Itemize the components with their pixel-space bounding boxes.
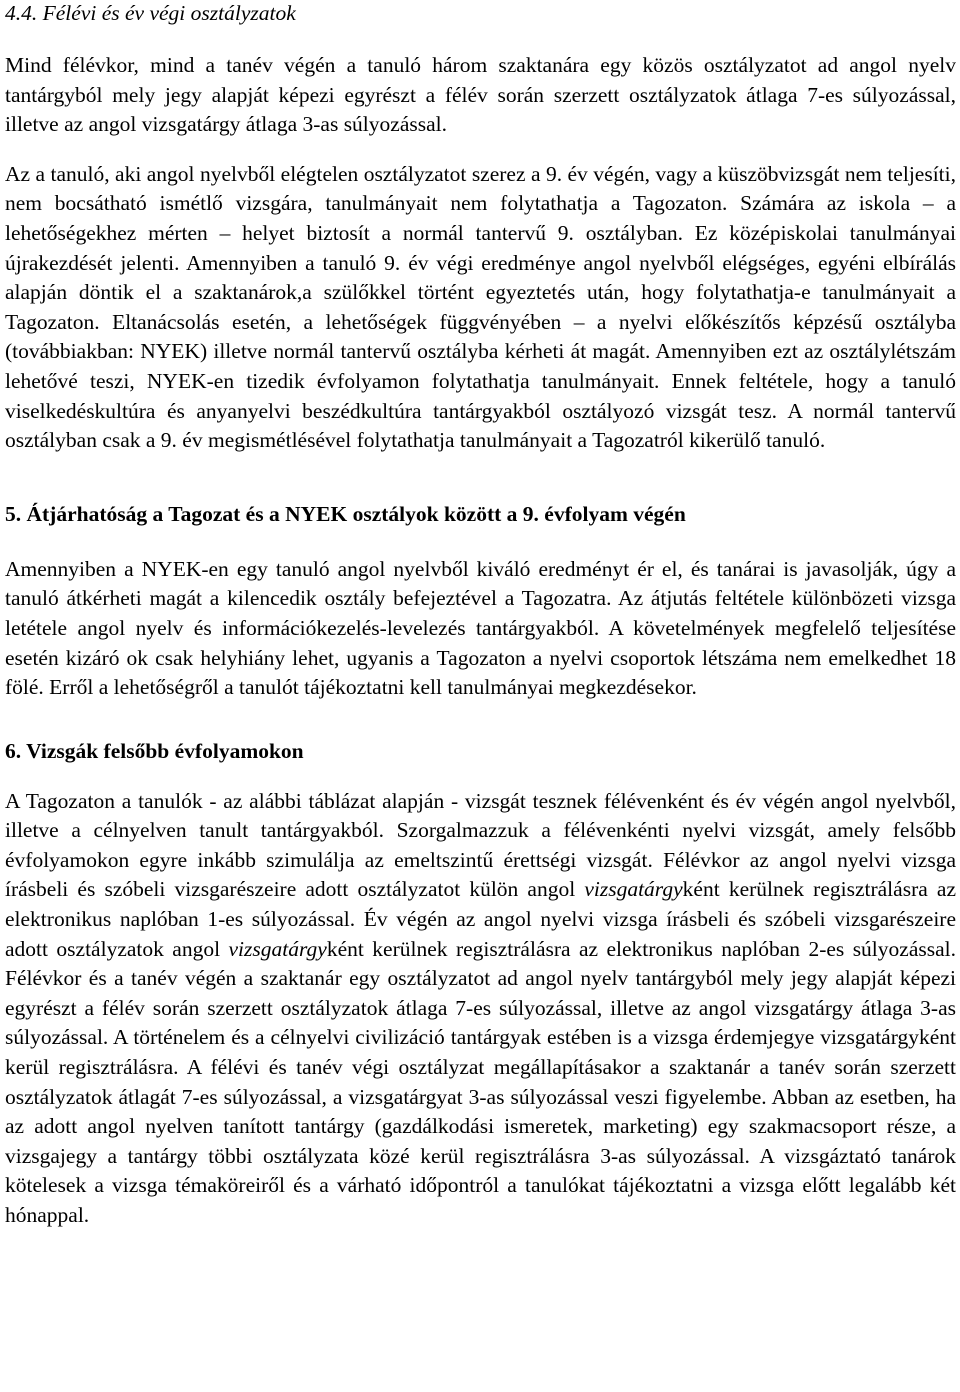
section-title-5: 5. Átjárhatóság a Tagozat és a NYEK osztályok között a 9. évfolyam végén [5,501,686,526]
spacer [5,528,956,555]
paragraph-semester-grades: Mind félévkor, mind a tanév végén a tanuló három szaktanára egy közös osztályzatot ad angol nyelv tantárgyból mely jegy alapját képezi egyrészt a félév során szerzett osztályzatok átlaga 7-es súlyozással, illetve az angol vizsgatárgy átlaga 3-as súlyozással. [5,53,956,137]
paragraph-failing-grade: Az a tanuló, aki angol nyelvből elégtelen osztályzatot szerez a 9. év végén, vagy a küszöbvizsgát nem teljesíti, nem bocsátható ismétlő vizsgára, tanulmányait nem folytathatja a Tagozaton. Számára az iskola – a lehetőségekhez mérten – helyet biztosít a normál tantervű 9. osztályban. Ez középiskolai tanulmányai újrakezdését jelenti. Amennyiben a tanuló 9. év végi eredménye angol nyelvből elégséges, egyéni elbírálás alapján döntik el a szaktanárok,a szülőkkel történt egyeztetés után, hogy folytathatja-e tanulmányait a Tagozaton. Eltanácsolás esetén, a lehetőségek függvényében – a nyelvi előkészítős képzésű osztályba (továbbiakban: NYEK) illetve normál tantervű osztályba kérheti át magát. Amennyiben ezt az osztálylétszám lehetővé teszi, NYEK-en tizedik évfolyamon folytathatja tanulmányait. Ennek feltétele, hogy a tanuló viselkedéskultúra és anyanyelvi beszédkultúra tantárgyakból osztályozó vizsgát tesz. A normál tantervű osztályban csak a 9. év megismétlésével folytathatja tanulmányait a Tagozatról kikerülő tanuló. [5,161,956,453]
paragraph-transfer: Amennyiben a NYEK-en egy tanuló angol nyelvből kiváló eredményt ér el, és tanárai is javasolják, úgy a tanuló átkérheti magát a kilencedik osztály befejeztével a Tagozatra. Az átjutás feltétele különbözeti vizsga letétele angol nyelv és információkezelés-levelezés tantárgyakból. A követelmények megfelelő teljesítése esetén kizáró ok csak helyhiány lehet, ugyanis a Tagozaton a nyelvi csoportok létszáma nem emelkedhet 18 fölé. Erről a lehetőségről a tanulót tájékoztatni kell tanulmányai megkezdésekor. [5,556,956,700]
spacer [5,456,956,500]
italic-term: vizsgatárgy [584,877,683,902]
spacer [5,140,956,160]
spacer [5,703,956,737]
spacer [5,765,956,787]
italic-term: vizsgatárgy [228,936,327,961]
text-run: ként kerülnek regisztrálásra az elektronikus naplóban 2-es súlyozással. Félévkor és a tanév végén a szaktanár egy osztályzatot ad angol nyelv tantárgyból mely jegy alapját képezi egyrészt a félév során szerzett osztályzatok átlaga 7-es súlyozással, illetve az angol vizsgatárgy átlaga 3-as súlyozással. A történelem és a célnyelvi civilizáció tantárgyak estében is a vizsga érdemjegye vizsgatárgyként kerül regisztrálásra. A félévi és tanév végi osztályzat megállapításakor a szaktanár a tanév során szerzett osztályzatok átlagát 7-es súlyozással, a vizsgatárgyat 3-as súlyozással veszi figyelembe. Abban az esetben, ha az adott angol nyelven tanított tantárgy (gazdálkodási ismeretek, marketing) egy szakmacsoport része, a vizsgajegy a tantárgy többi osztályzata közé kerül regisztrálásra 3-as súlyozással. A vizsgáztató tanárok kötelesek a vizsga témaköreiről és a várható időpontról a tanulókat tájékoztatni a vizsga előtt legalább két hónappal. [5,936,956,1227]
document-page [5,0,956,1231]
text-run: A Tagozaton a tanulók - az alábbi táblázat alapján - vizsgát tesznek félévenként és év végén angol nyelvből, illetve a célnyelven tanult tantárgyakból. Szorgalmazzuk a félévenkénti nyelvi vizsgát, amely felsőbb évfolyamokon egyre inkább szimulálja az emeltszintű érettségi vizsgát. Félévkor az angol nyelvi vizsga írásbeli és szóbeli vizsgarészeire adott osztályzatot külön angol [5,788,956,902]
section-heading-4-4: 4.4. Félévi és év végi osztályzatok [5,1,296,25]
spacer [5,25,956,51]
text-run: ként kerülnek regisztrálásra az elektronikus naplóban 1-es súlyozással. Év végén az angol nyelvi vizsga írásbeli és szóbeli vizsgarészeire adott osztályzatok angol [5,877,956,961]
section-title-6: 6. Vizsgák felsőbb évfolyamokon [5,738,304,763]
paragraph-exams [5,787,956,1231]
